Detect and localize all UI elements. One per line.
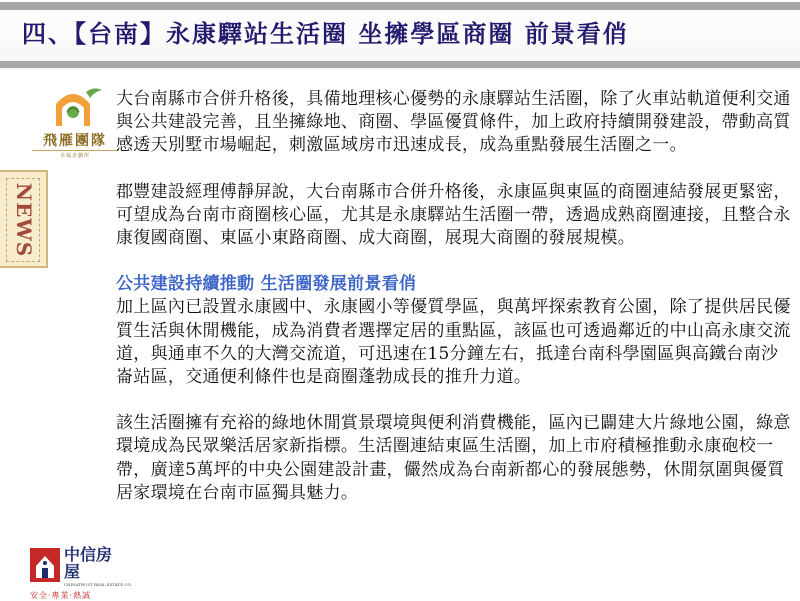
brand-slogan: 安全·專業·熱誠 bbox=[30, 591, 92, 600]
brand-name-chinatrust: 中信房屋 bbox=[64, 545, 113, 581]
article-paragraph-4: 該生活圈擁有充裕的綠地休閒賞景環境與便利消費機能，區內已闢建大片綠地公園，綠意環境成為民眾樂活居家新指標。生活圈連結東區生活圈，加上市府積極推動永康砲校一帶，廣達5萬坪的中央公園建設計畫，儼然成為台南新都心的發展態勢，休閒氛圍與優質居家環境在台南市區獨具魅力。 bbox=[116, 413, 791, 503]
paragraph-gap bbox=[116, 389, 792, 412]
article-body bbox=[116, 88, 792, 505]
brand-en-chinatrust: CHINATRUST REAL ESTATE CO. bbox=[64, 582, 132, 587]
article-paragraph-3: 加上區內已設置永康國中、永康國小等優質學區，與萬坪探索教育公園，除了提供居民優質生活與休閒機能，成為消費者選擇定居的重點區，該區也可透過鄰近的中山高永康交流道，與通車不久的大灣交流道，可迅速在15分鐘左右，抵達台南科學園區與高鐵台南沙崙站區，交通便利條件也是商圈蓬勃成長的推升力道。 bbox=[116, 297, 791, 388]
brand-name-feiyan: 飛雁團隊 bbox=[43, 133, 107, 149]
brand-sub-feiyan: 幸福企劃所 bbox=[32, 150, 118, 159]
article-subheading: 公共建設持續推動 生活圈發展前景看俏 bbox=[116, 274, 417, 295]
header-rule-bottom bbox=[0, 61, 800, 68]
article-paragraph-2: 郡豐建設經理傅靜屏說，大台南縣市合併升格後，永康區與東區的商圈連結發展更緊密，可望成為台南市商圈核心區，尤其是永康驛站生活圈一帶，透過成熟商圈連接，且整合永康復國商圈、東區小東路商圈、成大商圈，展現大商圈的發展規模。 bbox=[116, 181, 791, 249]
house-logo-icon bbox=[28, 546, 62, 586]
brand-logo-feiyan bbox=[28, 82, 118, 162]
brand-logo-chinatrust bbox=[28, 545, 132, 600]
paragraph-gap bbox=[116, 158, 792, 181]
news-tab bbox=[0, 170, 48, 268]
article-paragraph-1: 大台南縣市合併升格後，具備地理核心優勢的永康驛站生活圈，除了火車站軌道便利交通與公共建設完善，且坐擁綠地、商圈、學區優質條件，加上政府持續開發建設，帶動高質感透天別墅市場崛起，刺激區域房市迅速成長，成為重點發展生活圈之一。 bbox=[116, 89, 791, 156]
news-label: NEWS bbox=[12, 182, 36, 258]
header-rule-top bbox=[0, 2, 800, 10]
header-bar bbox=[0, 0, 800, 70]
page-title: 四、【台南】永康驛站生活圈 坐擁學區商圈 前景看俏 bbox=[22, 19, 629, 48]
paragraph-gap bbox=[116, 250, 792, 273]
bird-house-icon bbox=[28, 82, 118, 130]
